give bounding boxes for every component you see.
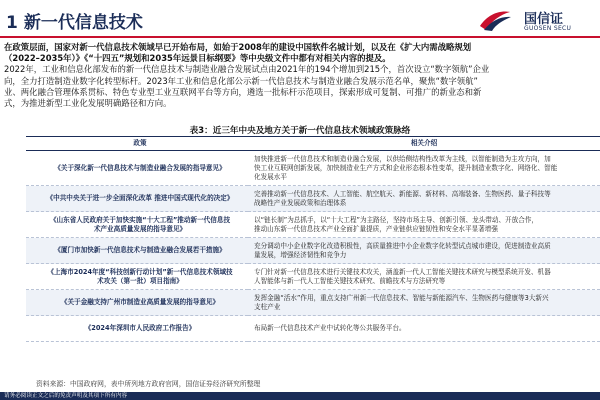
table-row	[26, 186, 600, 212]
disclaimer-link[interactable]: 请务必阅读正文之后的免责声明及其项下所有内容	[4, 393, 128, 399]
logo-text-cn: 国信证	[524, 12, 564, 27]
page-header	[0, 0, 600, 38]
table-row	[26, 151, 600, 186]
intro-line: 化发展水平	[254, 172, 287, 181]
policy-cell	[26, 151, 248, 186]
intro-line: 人智能体与新一代人工智能关键技术研究、前瞻技术与方法研究等	[254, 276, 446, 285]
policy-cell	[26, 264, 248, 290]
column-header-policy: 政策	[26, 137, 248, 151]
policy-table	[26, 136, 600, 342]
policy-cell	[26, 290, 248, 316]
body-text	[4, 42, 600, 109]
policy-name: 《关于深化新一代信息技术与制造业融合发展的指导意见》	[54, 163, 226, 172]
intro-line: 推动山东新一代信息技术产业全面扩量提质，产业链供应链韧性和安全水平显著增强	[254, 224, 498, 233]
policy-name-cont: 术攻关（第一批）项目指南》	[97, 276, 183, 285]
intro-line: 快工业互联网创新发展，加快制造业生产方式和企业形态根本性变革，提升制造业数字化、网络化、智能	[254, 163, 558, 172]
paragraph-2-line-2: 向，全力打造制造业数字化转型标杆。2023年工业和信息化部公示新一代信息技术与制造业融合发展示范名单，聚焦“数字领航”	[4, 75, 478, 86]
intro-line: 布局新一代信息技术产业中试转化等公共服务平台。	[254, 324, 406, 332]
intro-line: 发挥金融“活水”作用，重点支持广州新一代信息技术、智能与新能源汽车、生物医药与健康等3大新兴	[254, 293, 549, 302]
intro-cell	[248, 186, 600, 212]
intro-line: 以“链长制”为总抓手，以“十大工程”为主路径，坚持市场主导、创新引领、龙头带动、开放合作，	[254, 215, 539, 224]
paragraph-2-line-3: 业、两化融合管理体系贯标、特色专业型工业互联网平台等方向，遴选一批标杆示范项目，探索形成可复制、可推广的新业态和新	[4, 86, 482, 97]
policy-name: 《上海市2024年度“科技创新行动计划”新一代信息技术领域技	[47, 267, 233, 276]
intro-cell	[248, 212, 600, 238]
intro-line: 完善推动新一代信息技术、人工智能、航空航天、新能源、新材料、高端装备、生物医药、量子科技等	[254, 189, 551, 198]
section-number: 1	[6, 13, 18, 33]
policy-cell	[26, 212, 248, 238]
table-row	[26, 212, 600, 238]
table-row	[26, 264, 600, 290]
policy-name: 《关于金融支持广州市制造业高质量发展的指导意见》	[60, 298, 220, 306]
page-title	[6, 8, 143, 33]
intro-cell	[248, 316, 600, 342]
paragraph-1-line-2: （2022–2035年）》《“十四五”规划和2035年远景目标纲要》等中央级文件中都有对相关内容的提及。	[4, 53, 391, 64]
intro-line: 量发展，增强经济韧性和竞争力	[254, 250, 347, 259]
section-title: 新一代信息技术	[23, 13, 143, 33]
intro-line: 战略性产业发展政策和治理体系	[254, 198, 347, 207]
intro-cell	[248, 151, 600, 186]
logo-mark-icon	[478, 8, 512, 32]
intro-cell	[248, 238, 600, 264]
paragraph-1-line-1: 在政策层面，国家对新一代信息技术领域早已开始布局，如始于2008年的建设中国软件名城计划，以及在《扩大内需战略规划	[4, 42, 472, 52]
column-header-intro: 相关介绍	[248, 137, 600, 151]
table-title: 表3：近三年中央及地方关于新一代信息技术领域政策脉络	[189, 126, 411, 136]
intro-line: 加快推进新一代信息技术和制造业融合发展，以供给侧结构性改革为主线，以智能制造为主攻方向，加	[254, 154, 551, 163]
policy-name-cont: 术产业高质量发展的指导意见》	[93, 224, 187, 233]
intro-line: 充分调动中小企业数字化改造积极性，高质量推进中小企业数字化转型试点城市建设，促进制造业高质	[254, 241, 551, 250]
table-header-row	[26, 137, 600, 151]
policy-name: 《厦门市加快新一代信息技术与制造业融合发展若干措施》	[54, 246, 226, 254]
intro-line: 专门针对新一代信息技术进行关键技术攻关，涵盖新一代人工智能关键技术研究与模型系统开发、机器	[254, 267, 551, 276]
paragraph-2-line-4: 式，为推进新型工业化发展明确路径和方向。	[4, 98, 172, 109]
header-divider	[0, 36, 600, 38]
intro-cell	[248, 290, 600, 316]
source-note: 资料来源：中国政府网，表中所列地方政府官网，国信证券经济研究所整理	[36, 380, 261, 388]
table-row	[26, 290, 600, 316]
company-logo	[478, 6, 598, 36]
policy-cell	[26, 186, 248, 212]
intro-line: 支柱产业	[254, 302, 281, 311]
policy-name: 《中共中央关于进一步全面深化改革 推进中国式现代化的决定》	[46, 194, 234, 202]
policy-cell	[26, 316, 248, 342]
policy-name: 《山东省人民政府关于加快实施“十大工程”推动新一代信息技	[49, 215, 231, 224]
intro-cell	[248, 264, 600, 290]
logo-text-en: GUOSEN SECU	[524, 25, 572, 32]
policy-name: 《2024年深圳市人民政府工作报告》	[84, 324, 196, 332]
policy-cell	[26, 238, 248, 264]
table-row	[26, 238, 600, 264]
table-row	[26, 316, 600, 342]
paragraph-2-line-1: 2022年，工业和信息化部发布的新一代信息技术与制造业融合发展试点由2021年的194个增加到215个，首次设立“数字领航”企业	[4, 64, 490, 75]
